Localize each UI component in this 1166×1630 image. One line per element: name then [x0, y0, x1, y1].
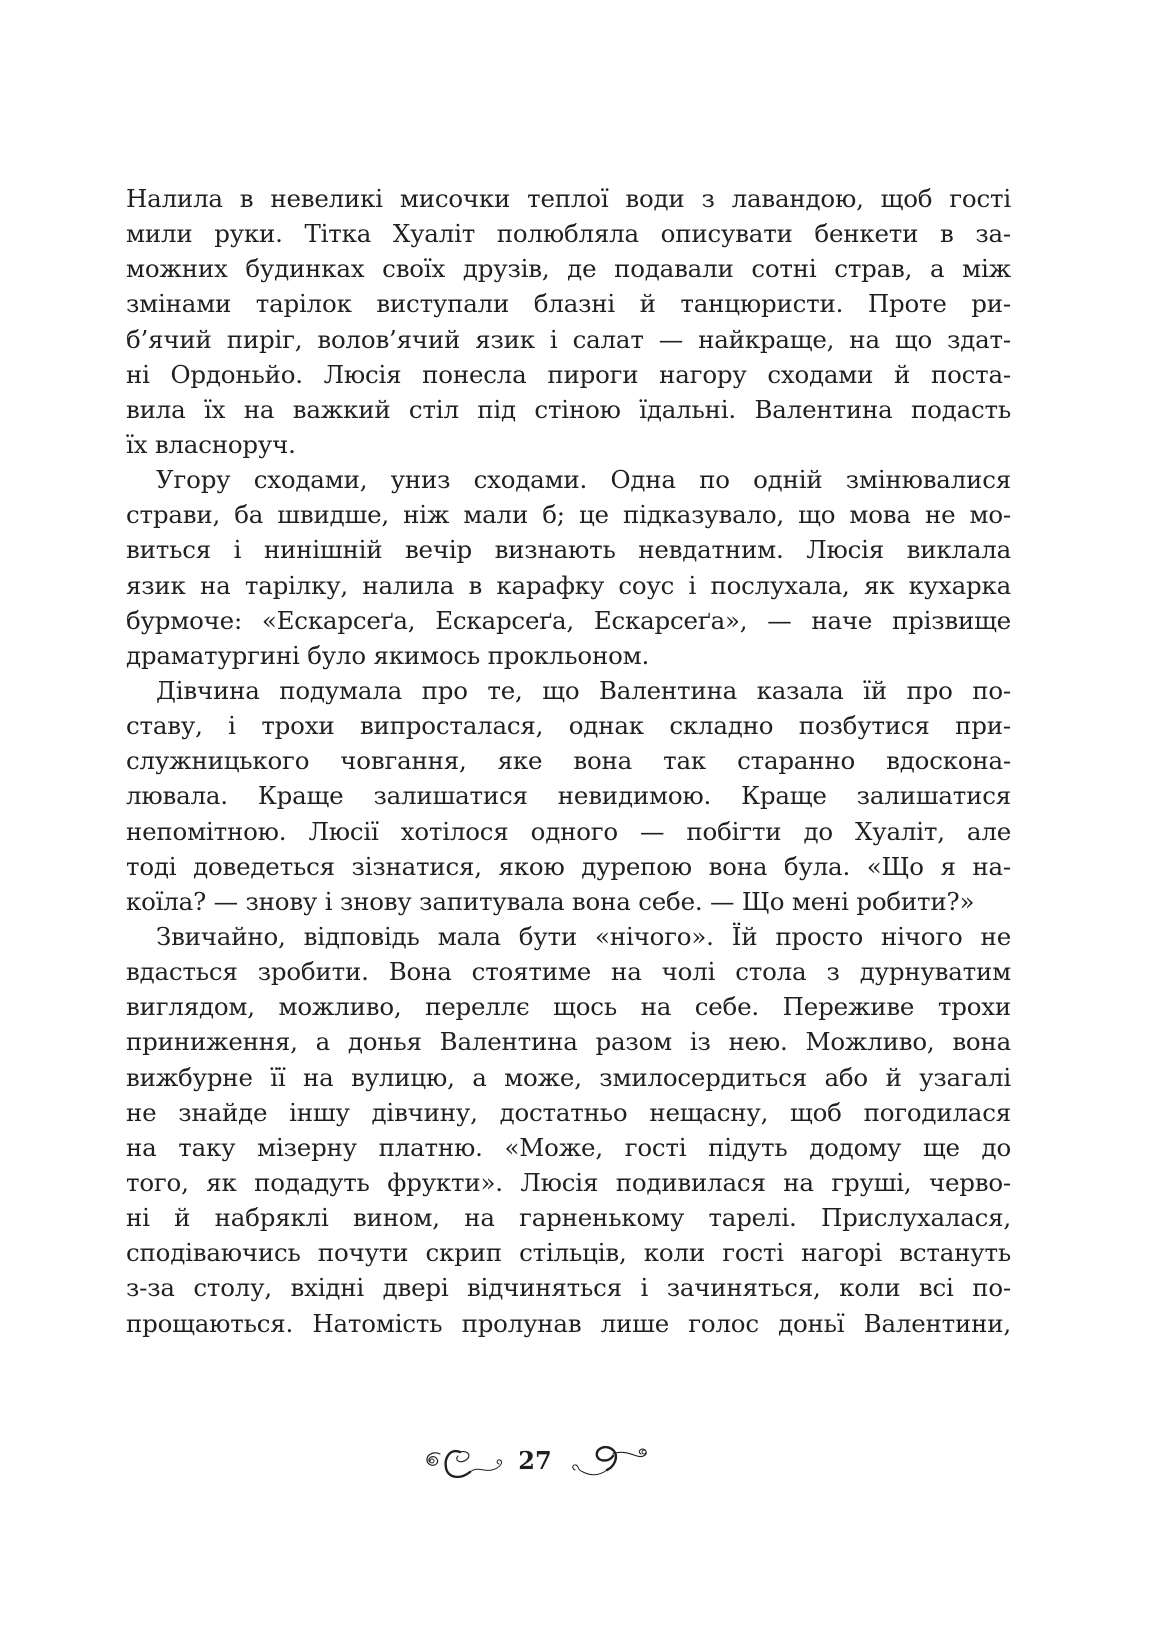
text-line: з-за столу, вхідні двері відчиняться і зачиняться, коли всі по-: [126, 1273, 1011, 1303]
text-line: Дівчина подумала про те, що Валентина казала їй про по-: [156, 675, 1011, 705]
text-line: можних будинках своїх друзів, де подавали сотні страв, а між: [126, 254, 1011, 284]
paragraph: [126, 181, 1011, 462]
text-line: коїла? — знову і знову запитувала вона себе. — Що мені робити?»: [126, 886, 975, 916]
paragraph: [126, 919, 1011, 1341]
paragraph: [126, 462, 1011, 673]
flourish-left-icon: [420, 1440, 510, 1490]
text-line: мили руки. Тітка Хуаліт полюбляла описувати бенкети в за-: [126, 219, 1011, 249]
text-line: бурмоче: «Ескарсеґа, Ескарсеґа, Ескарсеґа», — наче прізвище: [126, 605, 1011, 635]
text-line: ставу, і трохи випросталася, однак складно позбутися при-: [126, 711, 1011, 741]
text-line: приниження, а донья Валентина разом із нею. Можливо, вона: [126, 1027, 1011, 1057]
text-line: непомітною. Люсії хотілося одного — побігти до Хуаліт, але: [126, 816, 1011, 846]
paragraph: [126, 673, 1011, 919]
folio: [420, 1440, 650, 1490]
text-line: виглядом, можливо, переллє щось на себе. Переживе трохи: [126, 992, 1011, 1022]
text-line: ні й набряклі вином, на гарненькому тарелі. Прислухалася,: [126, 1203, 1011, 1233]
text-line: ні Ордоньйо. Люсія понесла пироги нагору сходами й поста-: [126, 359, 1011, 389]
text-line: сподіваючись почути скрип стільців, коли гості нагорі встануть: [126, 1238, 1011, 1268]
text-line: б’ячий пиріг, волов’ячий язик і салат — найкраще, на що здат-: [126, 324, 1011, 354]
text-line: служницького човгання, яке вона так старанно вдоскона-: [126, 746, 1011, 776]
text-line: їх власноруч.: [126, 429, 296, 459]
text-line: Налила в невеликі мисочки теплої води з лавандою, щоб гості: [126, 184, 1011, 213]
text-line: язик на тарілку, налила в карафку соус і послухала, як кухарка: [126, 570, 1011, 600]
text-line: страви, ба швидше, ніж мали б; це підказувало, що мова не мо-: [126, 500, 1011, 530]
text-line: на таку мізерну платню. «Може, гості підуть додому ще до: [126, 1132, 1011, 1162]
page-number: 27: [518, 1446, 552, 1475]
text-line: лювала. Краще залишатися невидимою. Краще залишатися: [126, 781, 1011, 811]
text-line: того, як подадуть фрукти». Люсія подивилася на груші, черво-: [126, 1167, 1011, 1197]
text-line: змінами тарілок виступали блазні й танцюристи. Проте ри-: [126, 289, 1011, 319]
page-footer: [0, 1440, 1166, 1490]
text-line: прощаються. Натомість пролунав лише голос доньї Валентини,: [126, 1308, 1011, 1338]
text-line: тоді доведеться зізнатися, якою дурепою вона була. «Що я на-: [126, 851, 1011, 881]
text-line: вдасться зробити. Вона стоятиме на чолі стола з дурнуватим: [126, 957, 1011, 987]
text-line: драматургині було якимось прокльоном.: [126, 640, 650, 670]
text-line: Звичайно, відповідь мала бути «нічого». Їй просто нічого не: [156, 921, 1011, 951]
text-line: Угору сходами, униз сходами. Одна по одній змінювалися: [156, 465, 1011, 495]
text-line: виться і нинішній вечір визнають невдатним. Люсія виклала: [126, 535, 1011, 565]
text-line: не знайде іншу дівчину, достатньо нещасну, щоб погодилася: [126, 1097, 1011, 1127]
flourish-right-icon: [565, 1440, 655, 1490]
text-line: вила їх на важкий стіл під стіною їдальні. Валентина подасть: [126, 394, 1011, 424]
text-line: вижбурне її на вулицю, а може, змилосердиться або й узагалі: [126, 1062, 1011, 1092]
body-text: [126, 181, 1011, 1341]
